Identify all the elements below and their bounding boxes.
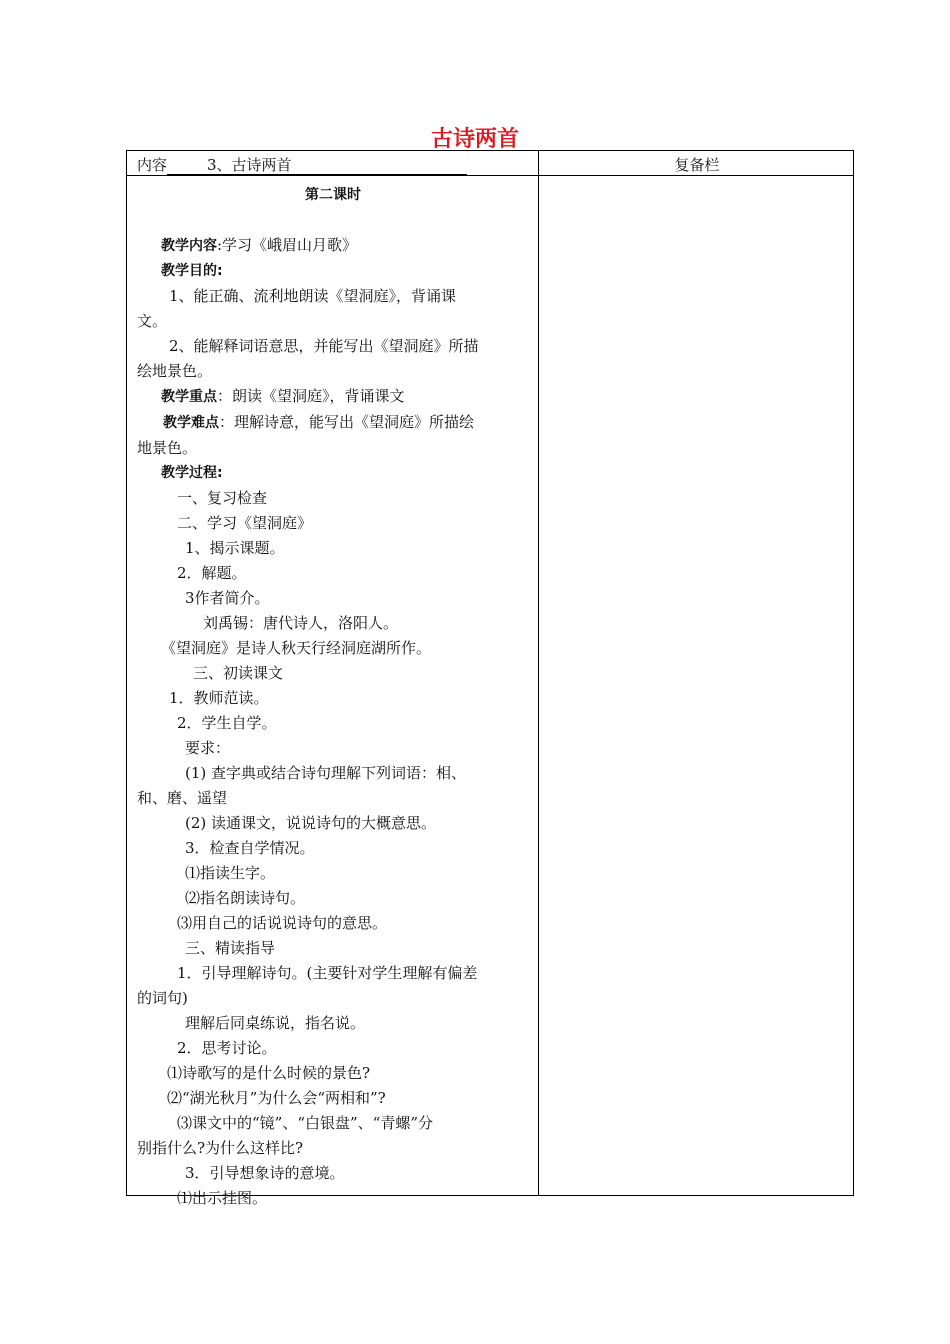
content-header (137, 154, 467, 175)
review-column-header: 复备栏 (674, 156, 720, 174)
step-line: 2．思考讨论。 (177, 1039, 277, 1057)
step-line: 一、复习检查 (177, 489, 268, 507)
step-line: 3．检查自学情况。 (185, 839, 315, 857)
step-line: 2．解题。 (177, 564, 247, 582)
step-line: 1、揭示课题。 (185, 539, 285, 557)
step-line: ⑶用自己的话说说诗句的意思。 (177, 914, 388, 932)
step-line: (2) 读通课文，说说诗句的大概意思。 (185, 814, 437, 832)
goal-line: 文。 (137, 312, 168, 330)
goal-line: 绘地景色。 (137, 362, 213, 380)
step-line: 要求： (185, 739, 231, 757)
difficulty-label: 教学难点 (163, 415, 219, 431)
step-line: 的词句) (137, 989, 188, 1007)
content-label: 教学内容 (161, 238, 217, 254)
step-line: 3．引导想象诗的意境。 (185, 1164, 345, 1182)
content-line (137, 233, 529, 259)
lesson-body (137, 183, 529, 1211)
content-text: :学习《峨眉山月歌》 (217, 236, 358, 254)
difficulty-line (137, 410, 529, 436)
content-value: 3、古诗两首 (167, 157, 467, 175)
difficulty-text: ：理解诗意，能写出《望洞庭》所描绘 (219, 413, 475, 431)
header-divider (127, 175, 853, 176)
step-line: 理解后同桌练说，指名说。 (185, 1014, 366, 1032)
step-line: ⑶课文中的“镜”、“白银盘”、“青螺”分 (177, 1114, 434, 1132)
step-line: 三、初读课文 (193, 664, 284, 682)
step-line: 1．教师范读。 (169, 689, 269, 707)
step-line: ⑵“湖光秋月”为什么会“两相和”? (167, 1089, 386, 1107)
key-point-label: 教学重点 (161, 389, 217, 405)
difficulty-line: 地景色。 (137, 439, 198, 457)
step-line: 1．引导理解诗句。(主要针对学生理解有偏差 (177, 964, 478, 982)
column-divider (538, 151, 539, 1195)
key-point-line (137, 384, 529, 410)
process-label: 教学过程: (161, 465, 223, 481)
session-heading: 第二课时 (305, 187, 361, 203)
step-line: ⑴出示挂图。 (177, 1189, 268, 1207)
content-label: 内容 (137, 156, 168, 174)
goal-line: 1、能正确、流利地朗读《望洞庭》，背诵课 (169, 287, 457, 305)
key-point-text: ：朗读《望洞庭》，背诵课文 (217, 387, 405, 405)
step-line: ⑴诗歌写的是什么时候的景色? (167, 1064, 371, 1082)
document-title: 古诗两首 (430, 127, 519, 152)
step-line: 《望洞庭》是诗人秋天行经洞庭湖所作。 (161, 639, 432, 657)
step-line: 别指什么?为什么这样比? (137, 1139, 304, 1157)
lesson-table (126, 150, 854, 1207)
step-line: ⑵指名朗读诗句。 (185, 889, 306, 907)
step-line: 三、精读指导 (185, 939, 276, 957)
step-line: 3作者简介。 (185, 589, 270, 607)
blank-line (137, 208, 529, 233)
step-line: ⑴指读生字。 (185, 864, 276, 882)
step-line: (1) 查字典或结合诗句理解下列词语：相、 (185, 764, 467, 782)
goal-line: 2、能解释词语意思，并能写出《望洞庭》所描 (169, 337, 479, 355)
step-line: 和、磨、遥望 (137, 789, 228, 807)
step-line: 刘禹锡：唐代诗人，洛阳人。 (203, 614, 399, 632)
goal-label: 教学目的: (161, 263, 223, 279)
step-line: 2．学生自学。 (177, 714, 277, 732)
step-line: 二、学习《望洞庭》 (177, 514, 313, 532)
